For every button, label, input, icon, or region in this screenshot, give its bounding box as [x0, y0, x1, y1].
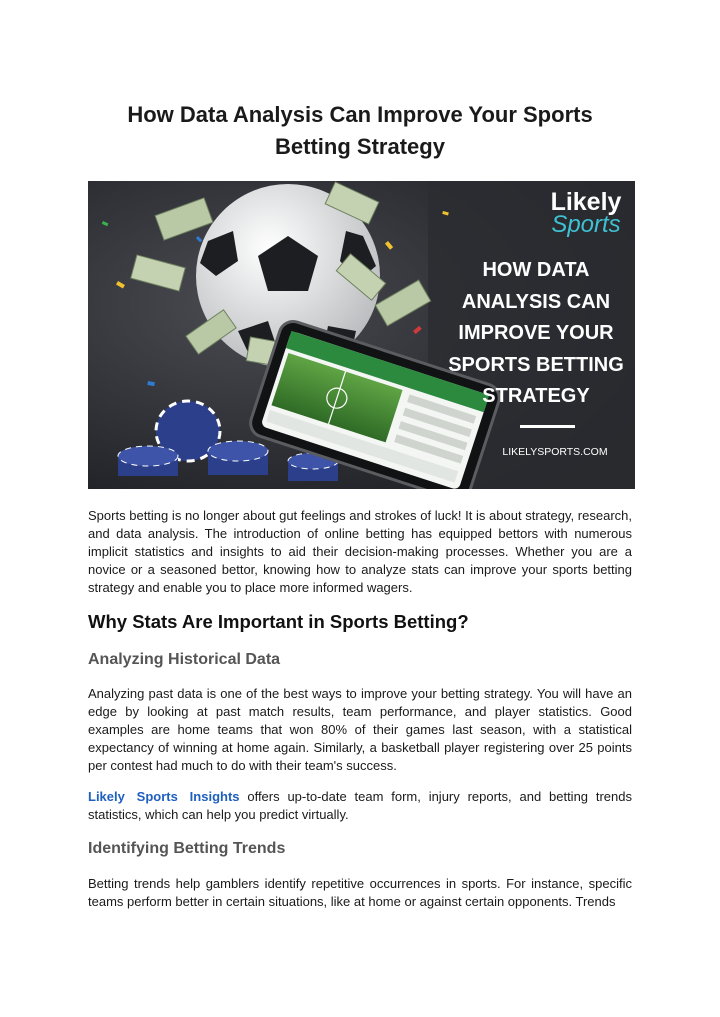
- betting-trends-paragraph: Betting trends help gamblers identify repetitive occurrences in sports. For instance, specific teams perform better in certain situations, like at home or against certain opponents. Trends: [88, 876, 632, 909]
- hero-banner-image: [88, 181, 635, 489]
- insights-paragraph-text: offers up-to-date team form, injury reports, and betting trends statistics, which can help you predict virtually.: [88, 789, 632, 822]
- subheading-historical-data: Analyzing Historical Data: [88, 651, 281, 668]
- banner-headline-line: STRATEGY: [482, 385, 590, 407]
- banner-headline-line: SPORTS BETTING: [448, 354, 624, 376]
- subheading-betting-trends: Identifying Betting Trends: [88, 840, 286, 857]
- banner-headline-line: ANALYSIS CAN: [461, 291, 611, 313]
- banner-divider: [520, 425, 575, 428]
- banner-headline-line: HOW DATA: [482, 259, 590, 281]
- insights-paragraph: [88, 788, 632, 824]
- logo-line-2: Sports: [551, 211, 621, 238]
- section-heading: Why Stats Are Important in Sports Betting?: [88, 611, 469, 632]
- likely-sports-logo: [551, 188, 622, 238]
- logo-line-1: Likely: [550, 188, 622, 216]
- article-title: How Data Analysis Can Improve Your Sports Betting Strategy: [127, 102, 593, 159]
- intro-paragraph: Sports betting is no longer about gut feelings and strokes of luck! It is about strategy, research, and data analysis. The introduction of online betting has equipped bettors with numerous implicit statistics and insights to aid their decision-making processes. Whether you are a novice or a seasoned bettor, knowing how to analyze stats can improve your sports betting strategy and enable you to place more informed wagers.: [88, 508, 632, 595]
- historical-data-paragraph: Analyzing past data is one of the best ways to improve your betting strategy. You will have an edge by looking at past match results, team performance, and player statistics. Good examples are home teams that won 80% of their games last season, with a statistical expectancy of winning at home again. Similarly, a basketball player registering over 25 points per contest had much to do with their team's success.: [88, 686, 632, 773]
- likely-sports-insights-link[interactable]: Likely Sports Insights: [88, 789, 240, 804]
- banner-site-url: LIKELYSPORTS.COM: [502, 446, 608, 458]
- banner-headline-line: IMPROVE YOUR: [458, 322, 614, 344]
